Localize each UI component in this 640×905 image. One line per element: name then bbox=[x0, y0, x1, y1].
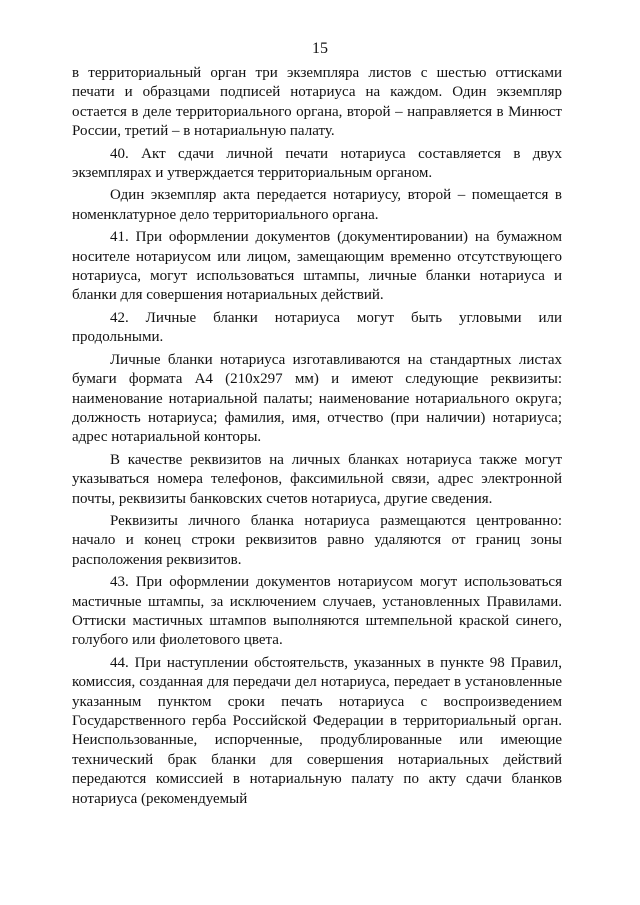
page-number: 15 bbox=[312, 40, 328, 57]
paragraph-4: 41. При оформлении документов (документировании) на бумажном носителе нотариусом или лицом, замещающим временно отсутствующего нотариуса, могут использоваться штампы, личные бланки нотариуса и бланки для совершения нотариальных действий. bbox=[72, 229, 562, 304]
paragraph-3: Один экземпляр акта передается нотариусу, второй – помещается в номенклатурное дело территориального органа. bbox=[72, 187, 562, 223]
paragraph-2: 40. Акт сдачи личной печати нотариуса составляется в двух экземплярах и утверждается территориальным органом. bbox=[72, 145, 562, 182]
paragraph-1: в территориальный орган три экземпляра листов с шестью оттисками печати и образцами подписей нотариуса на каждом. Один экземпляр остается в деле территориального органа, второй – направляется в Минюст России, третий – в нотариальную палату. bbox=[72, 65, 562, 140]
document-body bbox=[72, 64, 562, 809]
paragraph-7: В качестве реквизитов на личных бланках нотариуса также могут указываться номера телефонов, факсимильной связи, адрес электронной почты, реквизиты банковских счетов нотариуса, другие сведения. bbox=[72, 451, 562, 507]
paragraph-5: 42. Личные бланки нотариуса могут быть угловыми или продольными. bbox=[72, 309, 562, 346]
paragraph-9: 43. При оформлении документов нотариусом могут использоваться мастичные штампы, за исключением случаев, установленных Правилами. Оттиски мастичных штампов выполняются штемпельной краской синего, голубого или фиолетового цвета. bbox=[72, 574, 562, 649]
paragraph-6: Личные бланки нотариуса изготавливаются на стандартных листах бумаги формата А4 (210х297 мм) и имеют следующие реквизиты: наименование нотариальной палаты; наименование нотариального округа; должность нотариуса; фамилия, имя, отчество (при наличии) нотариуса; адрес нотариальной конторы. bbox=[72, 351, 562, 446]
paragraph-8: Реквизиты личного бланка нотариуса размещаются центрованно: начало и конец строки реквизитов равно удаляются от границ зоны расположения реквизитов. bbox=[72, 512, 562, 568]
paragraph-10: 44. При наступлении обстоятельств, указанных в пункте 98 Правил, комиссия, созданная для передачи дел нотариуса, передает в установленные указанным пунктом сроки печать нотариуса с воспроизведением Государственного герба Российской Федерации в территориальный орган. Неиспользованные, испорченные, продублированные или имеющие технический брак бланки для совершения нотариальных действий передаются комиссией в нотариальную палату по акту сдачи бланков нотариуса (рекомендуемый bbox=[72, 654, 562, 807]
